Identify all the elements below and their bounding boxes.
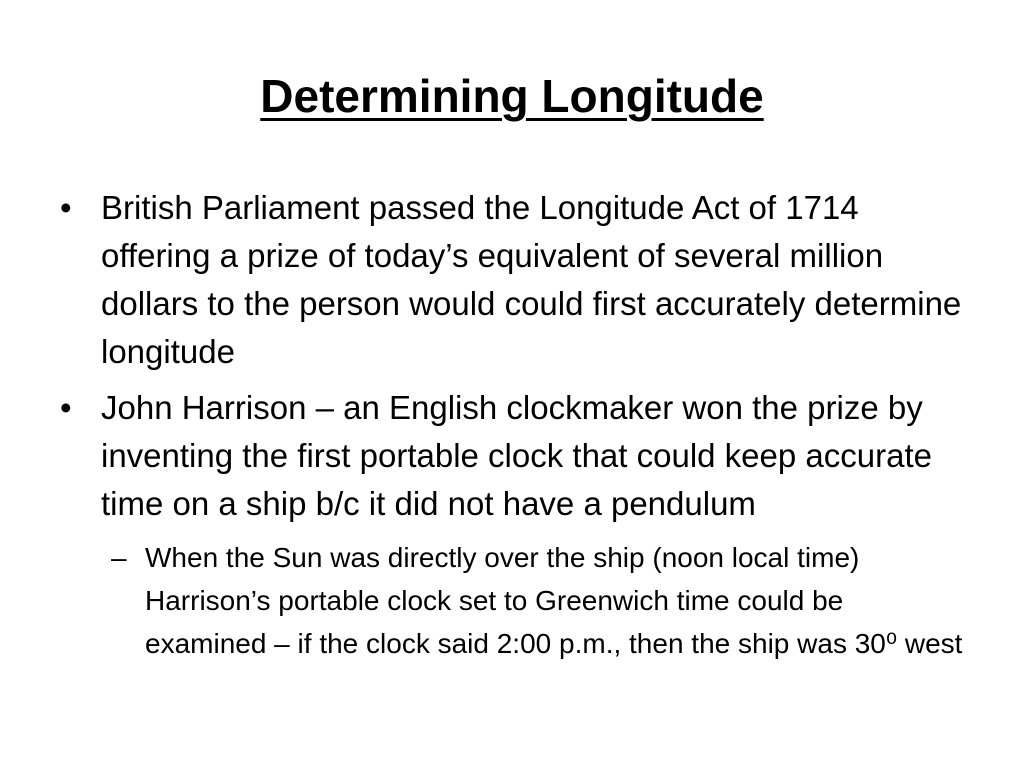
sub-bullet-text: When the Sun was directly over the ship (noon local time) Harrison’s portable clock set to Greenwich time could be examined – if the clock said 2:00 p.m., then the ship was 30⁰ west — [145, 542, 963, 659]
slide-body — [58, 184, 968, 665]
sub-bullet-marker: – — [111, 542, 127, 573]
bullet-marker: • — [60, 189, 72, 226]
bullet-item — [58, 184, 968, 376]
slide-title: Determining Longitude — [260, 70, 764, 122]
bullet-text: John Harrison – an English clockmaker won the prize by inventing the first portable clock that could keep accurate time on a ship b/c it did not have a pendulum — [101, 389, 932, 522]
bullet-text: British Parliament passed the Longitude Act of 1714 offering a prize of today’s equivalent of several million dollars to the person would could first accurately determine longitude — [101, 189, 962, 370]
bullet-item — [58, 384, 968, 528]
bullet-marker: • — [60, 389, 72, 426]
sub-bullet-item — [111, 536, 968, 665]
